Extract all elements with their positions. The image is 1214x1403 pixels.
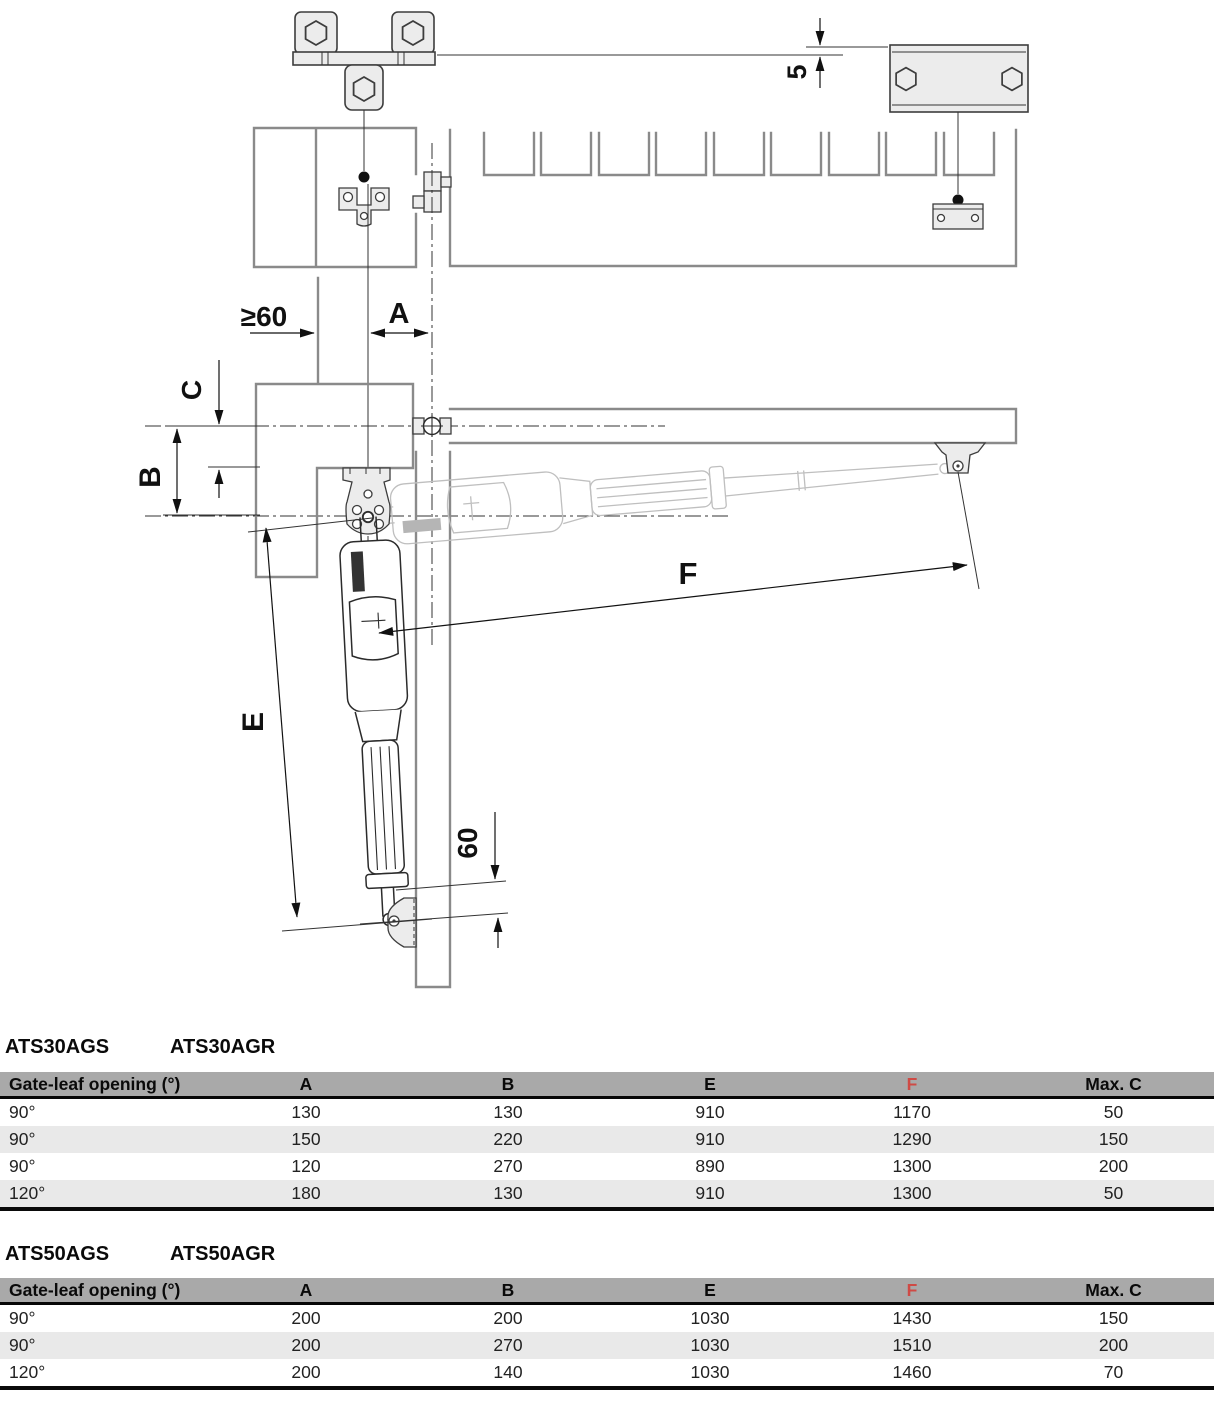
table-header-row: [0, 1278, 1214, 1304]
col-header-f: F: [811, 1072, 1013, 1098]
col-header-b: B: [407, 1278, 609, 1304]
cell: 120°: [9, 1362, 46, 1382]
rear-bracket-plan: [343, 468, 390, 534]
cell: 1030: [690, 1362, 730, 1382]
col-header-a: A: [205, 1278, 407, 1304]
cell: 150: [1098, 1308, 1129, 1328]
col-header-maxc: Max. C: [1013, 1278, 1214, 1304]
gate-leaf-open-plan: [416, 452, 450, 987]
hinge-plan: [413, 415, 451, 437]
dimension-f: [379, 556, 967, 633]
cell: 120: [291, 1156, 321, 1176]
dimension-label-5: 5: [782, 64, 812, 80]
dimension-5: [782, 18, 888, 88]
cell: 200: [205, 1332, 407, 1359]
model-name: ATS30AGR: [170, 1036, 276, 1058]
col-header-opening: Gate-leaf opening (°): [0, 1072, 205, 1098]
table-row: [0, 1126, 1214, 1153]
actuator-open: [338, 510, 420, 927]
dimension-label-60: 60: [452, 827, 483, 859]
cell: 1430: [892, 1308, 932, 1328]
dimension-label-e: E: [237, 711, 270, 733]
table-row: [0, 1359, 1214, 1388]
front-gate-plate: [890, 45, 1028, 112]
cell: 90°: [9, 1102, 36, 1122]
spec-table-ats30: [0, 1072, 1214, 1211]
cell: 1030: [690, 1308, 730, 1328]
col-header-maxc: Max. C: [1013, 1072, 1214, 1098]
cell: 50: [1013, 1180, 1214, 1209]
cell: 200: [1013, 1332, 1214, 1359]
table-row: [0, 1180, 1214, 1209]
cell: 120°: [0, 1180, 205, 1209]
cell: 910: [609, 1126, 811, 1153]
cell: 130: [493, 1102, 523, 1122]
cell: 1290: [811, 1126, 1013, 1153]
rear-wall-bracket: [293, 12, 435, 110]
cell: 890: [695, 1156, 725, 1176]
table-row: [0, 1153, 1214, 1180]
dimension-a: [371, 298, 428, 333]
cell: 270: [493, 1156, 523, 1176]
cell: 130: [407, 1180, 609, 1209]
dimension-label-b: B: [134, 466, 167, 488]
cell: 140: [493, 1362, 523, 1382]
dimension-b: [134, 429, 260, 515]
cell: 150: [1013, 1126, 1214, 1153]
col-header-opening: Gate-leaf opening (°): [0, 1278, 205, 1304]
dimension-label-f: F: [678, 556, 698, 591]
section-1-titles: [5, 1036, 1214, 1059]
cell: 1300: [892, 1156, 932, 1176]
cell: 70: [1103, 1362, 1124, 1382]
cell: 200: [493, 1308, 523, 1328]
table-header-row: [0, 1072, 1214, 1098]
cell: 1300: [811, 1180, 1013, 1209]
cell: 200: [291, 1362, 321, 1382]
axis-lines: [145, 143, 730, 645]
plumb-line-right: [953, 112, 964, 206]
cell: 200: [1098, 1156, 1129, 1176]
cell: 90°: [9, 1308, 36, 1328]
top-elevation-view: [254, 12, 1028, 267]
cell: 180: [205, 1180, 407, 1209]
rear-bracket-front-view: [339, 188, 389, 226]
cell: 1510: [811, 1332, 1013, 1359]
col-header-b: B: [407, 1072, 609, 1098]
cell: 50: [1103, 1102, 1124, 1122]
table-row: [0, 1304, 1214, 1333]
dimension-label-ge60: ≥60: [240, 301, 288, 332]
model-name: ATS50AGS: [5, 1243, 110, 1265]
col-header-f: F: [811, 1278, 1013, 1304]
cell: 220: [407, 1126, 609, 1153]
table-row: [0, 1332, 1214, 1359]
gate-plate-front-view: [933, 204, 983, 229]
col-header-a: A: [205, 1072, 407, 1098]
dimension-label-c: C: [176, 379, 207, 401]
dimension-label-a: A: [388, 298, 410, 330]
model-name: ATS30AGS: [5, 1036, 110, 1058]
model-name: ATS50AGR: [170, 1243, 276, 1265]
cell: 270: [407, 1332, 609, 1359]
plan-view: [256, 384, 1016, 987]
cell: 910: [609, 1180, 811, 1209]
cell: 90°: [0, 1126, 205, 1153]
col-header-e: E: [609, 1072, 811, 1098]
cell: 1460: [892, 1362, 932, 1382]
table-row: [0, 1098, 1214, 1127]
col-header-e: E: [609, 1278, 811, 1304]
cell: 910: [695, 1102, 725, 1122]
cell: 90°: [9, 1156, 36, 1176]
dimension-ge60: [241, 301, 314, 333]
spec-table-ats50: [0, 1278, 1214, 1390]
section-2-titles: [5, 1243, 1214, 1266]
cell: 1030: [609, 1332, 811, 1359]
cell: 200: [291, 1308, 321, 1328]
gate-leaf-elevation: [450, 130, 1016, 266]
dimension-c: [167, 360, 260, 498]
cell: 130: [291, 1102, 321, 1122]
cell: 1170: [893, 1102, 931, 1122]
cell: 150: [205, 1126, 407, 1153]
plumb-line-left: [359, 110, 370, 183]
pillar-elevation: [254, 128, 416, 267]
cell: 90°: [0, 1332, 205, 1359]
